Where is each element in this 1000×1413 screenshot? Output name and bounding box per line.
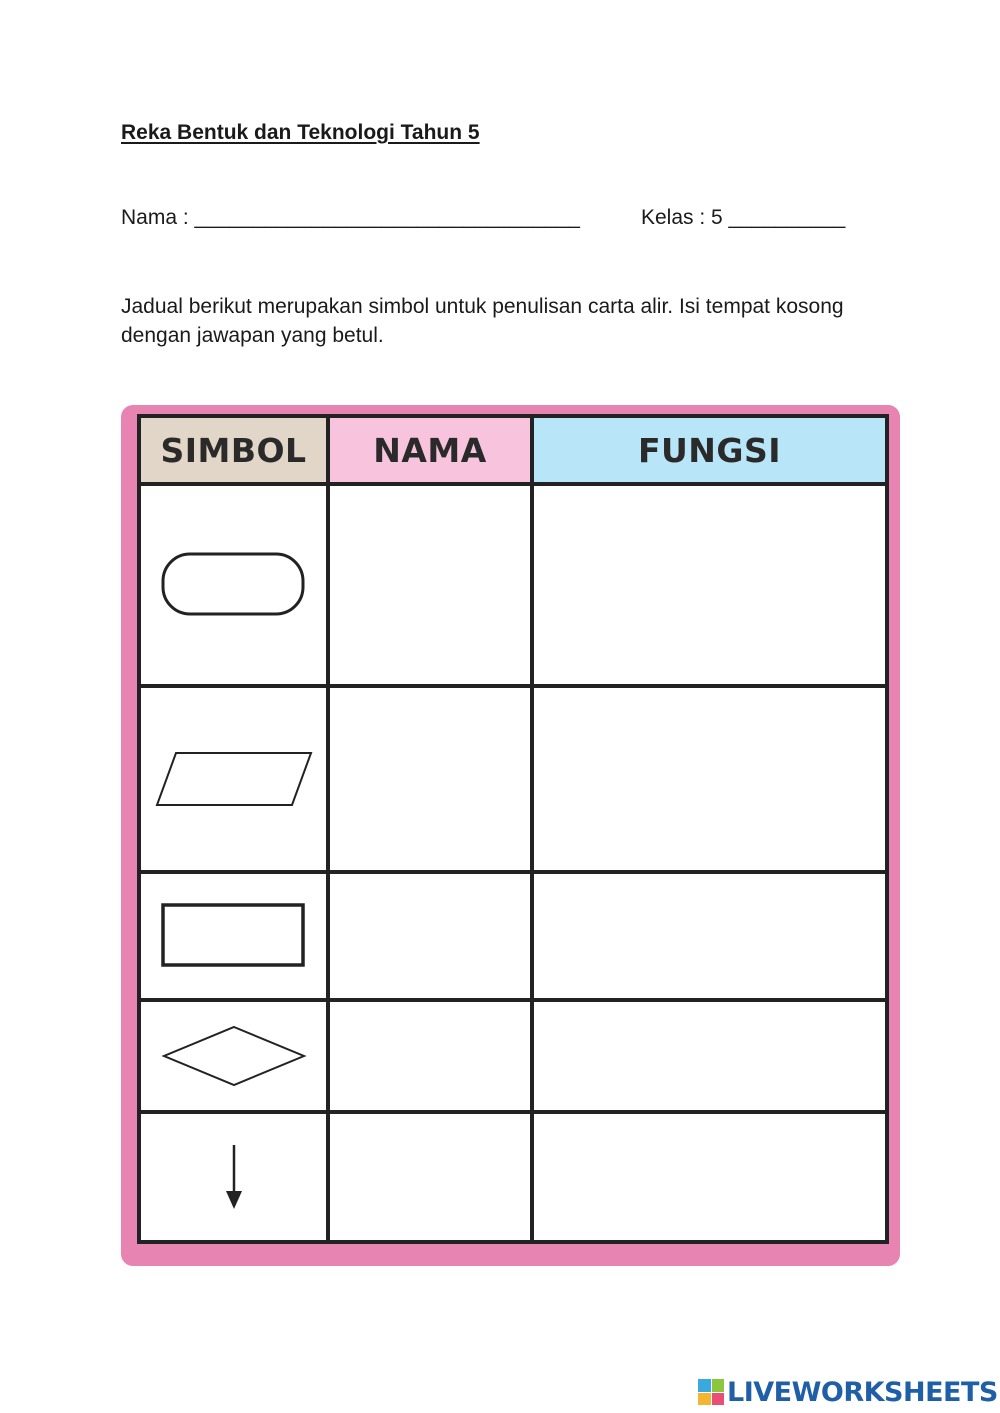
- student-name-line[interactable]: Nama : _________________________________: [121, 206, 580, 229]
- parallelogram-icon: [154, 750, 314, 808]
- table-header-row: [139, 416, 887, 484]
- flowchart-symbol-table: [137, 414, 889, 1244]
- table-row: [139, 686, 887, 872]
- fungsi-answer-cell[interactable]: [532, 872, 887, 1000]
- fungsi-answer-cell[interactable]: [532, 686, 887, 872]
- nama-answer-cell[interactable]: [328, 484, 532, 686]
- fungsi-answer-cell[interactable]: [532, 484, 887, 686]
- column-header-simbol: SIMBOL: [139, 416, 328, 484]
- nama-answer-cell[interactable]: [328, 1000, 532, 1112]
- nama-answer-cell[interactable]: [328, 1112, 532, 1242]
- symbol-cell: [139, 686, 328, 872]
- symbol-cell: [139, 1000, 328, 1112]
- liveworksheets-logo: [698, 1376, 998, 1408]
- arrow-down-icon: [222, 1143, 246, 1211]
- fungsi-answer-cell[interactable]: [532, 1000, 887, 1112]
- table-row: [139, 872, 887, 1000]
- nama-answer-cell[interactable]: [328, 872, 532, 1000]
- worksheet-title: Reka Bentuk dan Teknologi Tahun 5: [121, 121, 480, 144]
- table-row: [139, 1000, 887, 1112]
- class-line[interactable]: Kelas : 5 __________: [641, 206, 846, 229]
- column-header-nama: NAMA: [328, 416, 532, 484]
- instruction-text: Jadual berikut merupakan simbol untuk penulisan carta alir. Isi tempat kosong dengan jawapan yang betul.: [121, 295, 844, 347]
- symbol-cell: [139, 484, 328, 686]
- symbol-cell: [139, 1112, 328, 1242]
- table-row: [139, 484, 887, 686]
- fungsi-answer-cell[interactable]: [532, 1112, 887, 1242]
- logo-mark-icon: [698, 1379, 724, 1405]
- diamond-icon: [161, 1024, 307, 1088]
- nama-answer-cell[interactable]: [328, 686, 532, 872]
- column-header-fungsi: FUNGSI: [532, 416, 887, 484]
- terminator-icon: [161, 552, 307, 618]
- logo-text: LIVEWORKSHEETS: [727, 1376, 998, 1408]
- table-row: [139, 1112, 887, 1242]
- symbol-cell: [139, 872, 328, 1000]
- rectangle-icon: [161, 903, 307, 969]
